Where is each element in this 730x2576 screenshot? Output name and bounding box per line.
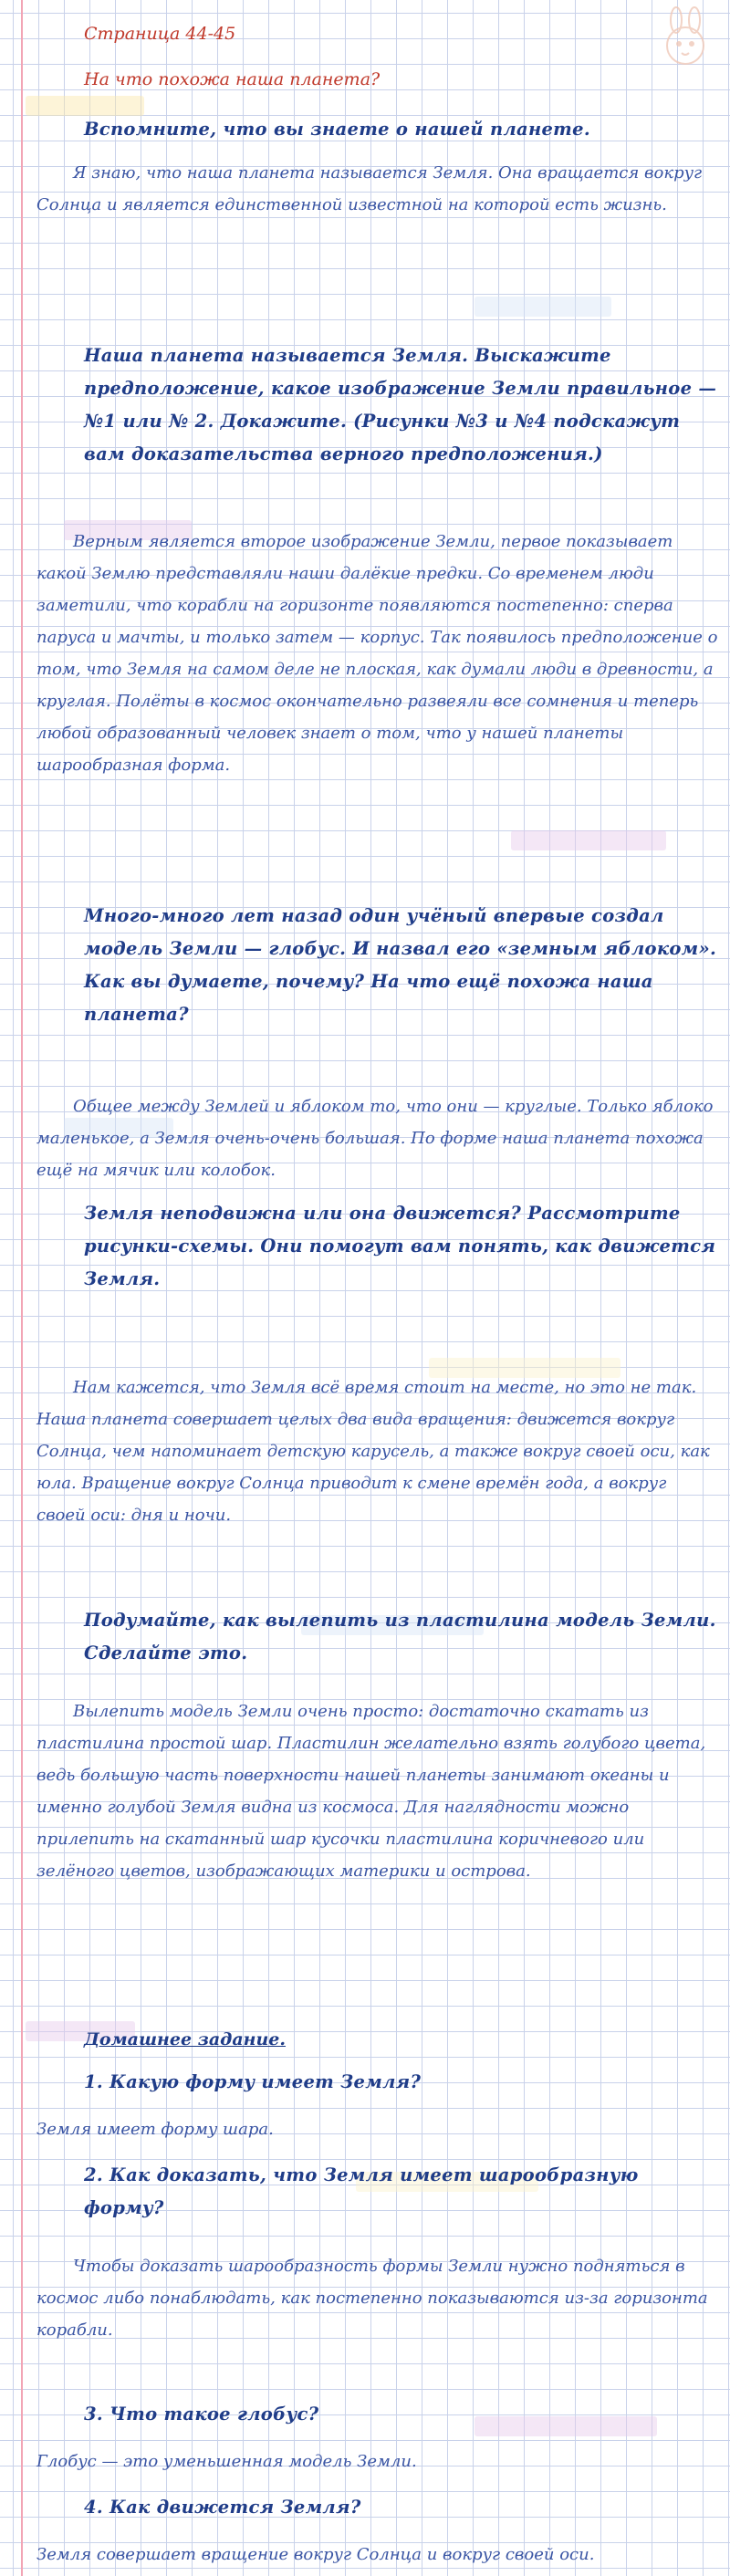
answer-text: Я знаю, что наша планета называется Земля. Она вращается вокруг Солнца и является единственной известной на которой есть жизнь.	[36, 163, 703, 214]
question-text: Много-много лет назад один учёный впервые создал модель Земли — глобус. И назвал его «земным яблоком». Как вы думаете, почему? На что ещё похожа наша планета?	[84, 905, 717, 1025]
answer-text: Вылепить модель Земли очень просто: достаточно скатать из пластилина простой шар. Пластилин желательно взять голубого цвета, ведь большую часть поверхности нашей планеты занимают океаны и именно голубой Земля видна из космоса. Для наглядности можно прилепить на скатанный шар кусочки пластилина коричневого или зелёного цветов, изображающих материки и острова.	[36, 1702, 706, 1881]
answer-text: Нам кажется, что Земля всё время стоит на месте, но это не так. Наша планета совершает целых два вида вращения: движется вокруг Солнца, чем напоминает детскую карусель, а также вокруг своей оси, как юла. Вращение вокруг Солнца приводит к смене времён года, а вокруг своей оси: дня и ночи.	[36, 1378, 710, 1525]
question-text: Земля неподвижна или она движется? Рассмотрите рисунки-схемы. Они помогут вам понять, как движется Земля.	[84, 1203, 716, 1289]
highlight-mark	[474, 297, 611, 317]
page-number-label: Страница 44-45	[84, 24, 236, 44]
homework-question: 2. Как доказать, что Земля имеет шарообразную форму?	[84, 2164, 639, 2218]
highlight-mark	[511, 830, 666, 850]
homework-question: 4. Как движется Земля?	[84, 2497, 361, 2518]
homework-answer: Чтобы доказать шарообразность формы Земли нужно подняться в космос либо понаблюдать, как постепенно показываются из-за горизонта корабли.	[36, 2257, 708, 2340]
homework-question: 1. Какую форму имеет Земля?	[84, 2071, 422, 2092]
answer-text: Общее между Землей и яблоком то, что они — круглые. Только яблоко маленькое, а Земля очень-очень большая. По форме наша планета похожа ещё на мячик или колобок.	[36, 1097, 714, 1180]
question-text: Подумайте, как вылепить из пластилина модель Земли. Сделайте это.	[84, 1610, 716, 1663]
homework-question: 3. Что такое глобус?	[84, 2404, 319, 2425]
topic-title: На что похожа наша планета?	[84, 69, 381, 89]
homework-answer: Земля имеет форму шара.	[36, 2120, 274, 2139]
question-text: Наша планета называется Земля. Выскажите предположение, какое изображение Земли правильное — №1 или № 2. Докажите. (Рисунки №3 и №4 подскажут вам доказательства верного предположения.)	[84, 345, 717, 464]
homework-label: Домашнее задание.	[84, 2029, 287, 2049]
homework-answer: Земля совершает вращение вокруг Солнца и вокруг своей оси.	[36, 2545, 595, 2564]
answer-text: Верным является второе изображение Земли, первое показывает какой Землю представляли наши далёкие предки. Со временем люди заметили, что корабли на горизонте появляются постепенно: сперва паруса и мачты, и только затем — корпус. Так появилось предположение о том, что Земля на самом деле не плоская, как думали люди в древности, а круглая. Полёты в космос окончательно развеяли все сомнения и теперь любой образованный человек знает о том, что у нашей планеты шарообразная форма.	[36, 532, 718, 775]
homework-answer: Глобус — это уменьшенная модель Земли.	[36, 2452, 417, 2471]
question-text: Вспомните, что вы знаете о нашей планете.	[84, 119, 590, 140]
